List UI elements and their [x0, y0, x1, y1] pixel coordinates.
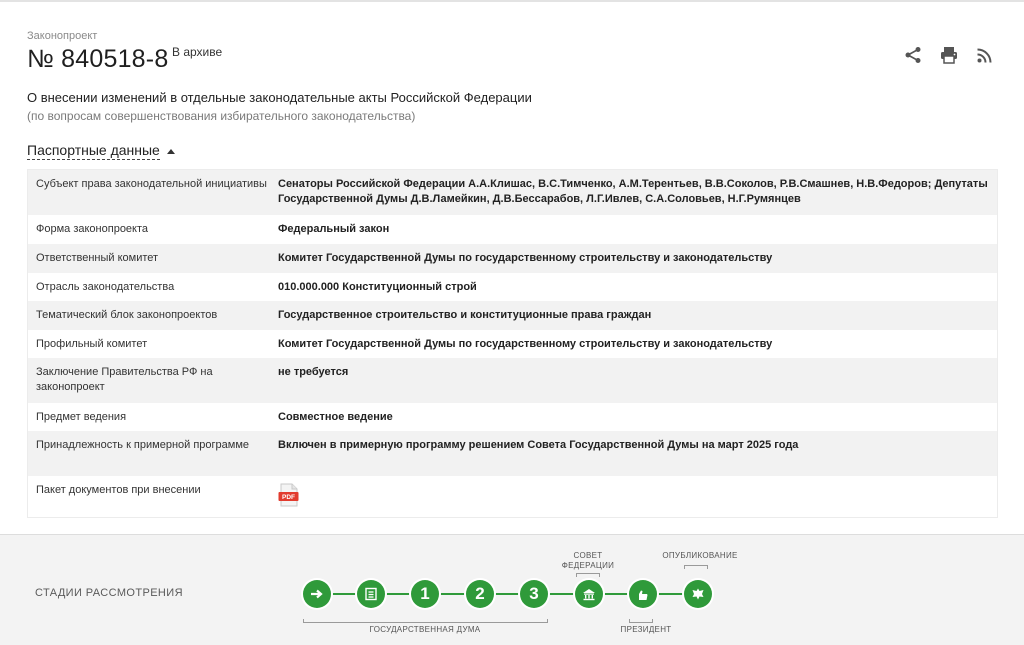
arrow-right-icon — [310, 587, 324, 601]
document-list-icon — [364, 587, 378, 601]
bill-subtitle: (по вопросам совершенствования избирательного законодательства) — [27, 109, 416, 123]
share-icon[interactable] — [904, 46, 922, 64]
row-key: Профильный комитет — [36, 338, 148, 350]
pdf-icon[interactable] — [278, 483, 300, 507]
row-value: 010.000.000 Конституционный строй — [278, 281, 477, 293]
president-caption: ПРЕЗИДЕНТ — [620, 625, 672, 634]
row-value: Комитет Государственной Думы по государственному строительству и законодательству — [278, 338, 773, 350]
duma-bracket — [303, 619, 548, 623]
table-row — [28, 301, 997, 330]
table-row — [28, 431, 997, 476]
bill-card — [0, 2, 1024, 534]
stage-introduction[interactable] — [303, 580, 331, 608]
stage-third-reading[interactable]: 3 — [520, 580, 548, 608]
bill-label: Законопроект — [27, 30, 98, 42]
table-row — [28, 244, 997, 273]
passport-toggle-label: Паспортные данные — [27, 142, 160, 158]
publication-bracket — [684, 565, 708, 569]
row-value: Комитет Государственной Думы по государственному строительству и законодательству — [278, 252, 773, 264]
stages-title: СТАДИИ РАССМОТРЕНИЯ — [35, 587, 183, 599]
row-key: Ответственный комитет — [36, 252, 159, 264]
passport-table — [27, 169, 998, 518]
row-value: Государственное строительство и конституционные права граждан — [278, 309, 652, 321]
row-key: Форма законопроекта — [36, 223, 149, 235]
stage-president[interactable] — [629, 580, 657, 608]
hand-signature-icon — [636, 587, 650, 601]
print-icon[interactable] — [940, 46, 958, 64]
table-row — [28, 273, 997, 301]
building-icon — [582, 587, 596, 601]
table-row — [28, 476, 997, 517]
stage-first-reading[interactable]: 1 — [411, 580, 439, 608]
rss-icon[interactable] — [976, 46, 994, 64]
table-row — [28, 215, 997, 244]
stage-second-reading[interactable]: 2 — [466, 580, 494, 608]
council-caption-line2: ФЕДЕРАЦИИ — [561, 561, 615, 570]
row-value: Федеральный закон — [278, 223, 390, 235]
passport-toggle[interactable] — [27, 142, 175, 160]
row-key: Отрасль законодательства — [36, 281, 175, 293]
status-badge: В архиве — [172, 45, 223, 59]
council-caption-line1: СОВЕТ — [573, 551, 603, 560]
pdf-icon-text: PDF — [282, 494, 295, 502]
row-key: Заключение Правительства РФ на законопроект — [36, 366, 213, 393]
table-row — [28, 170, 997, 215]
caret-up-icon — [167, 149, 175, 154]
table-row — [28, 358, 997, 403]
table-row — [28, 403, 997, 431]
duma-caption: ГОСУДАРСТВЕННАЯ ДУМА — [369, 625, 481, 634]
bill-number: № 840518-8 — [27, 45, 169, 73]
stages-panel — [0, 534, 1024, 645]
row-value: Совместное ведение — [278, 411, 393, 423]
table-row — [28, 330, 997, 358]
council-bracket — [576, 573, 600, 577]
row-key: Пакет документов при внесении — [36, 484, 201, 496]
action-icons — [904, 46, 994, 64]
row-value: не требуется — [278, 366, 349, 378]
row-value — [269, 476, 997, 519]
row-key: Субъект права законодательной инициативы — [36, 178, 267, 190]
stage-publication[interactable] — [684, 580, 712, 608]
row-key: Принадлежность к примерной программе — [36, 439, 250, 451]
row-key: Тематический блок законопроектов — [36, 309, 218, 321]
row-value: Сенаторы Российской Федерации А.А.Клишас, В.С.Тимченко, А.М.Терентьев, В.В.Соколов, Р.В.Смашнев, Н.В.Федоров; Депутаты Государственной Думы Д.В.Ламейкин, Д.В.Бессарабов, Л.Г.Ивлев, С.А.Соловьев, Н.Г.Румянцев — [278, 178, 988, 205]
publication-caption: ОПУБЛИКОВАНИЕ — [662, 551, 738, 560]
emblem-icon — [691, 587, 705, 601]
row-key: Предмет ведения — [36, 411, 127, 423]
bill-title: О внесении изменений в отдельные законодательные акты Российской Федерации — [27, 90, 532, 105]
council-caption — [558, 551, 618, 571]
president-bracket — [629, 619, 653, 623]
stage-federation-council[interactable] — [575, 580, 603, 608]
row-value: Включен в примерную программу решением Совета Государственной Думы на март 2025 года — [278, 439, 799, 451]
stage-preliminary[interactable] — [357, 580, 385, 608]
